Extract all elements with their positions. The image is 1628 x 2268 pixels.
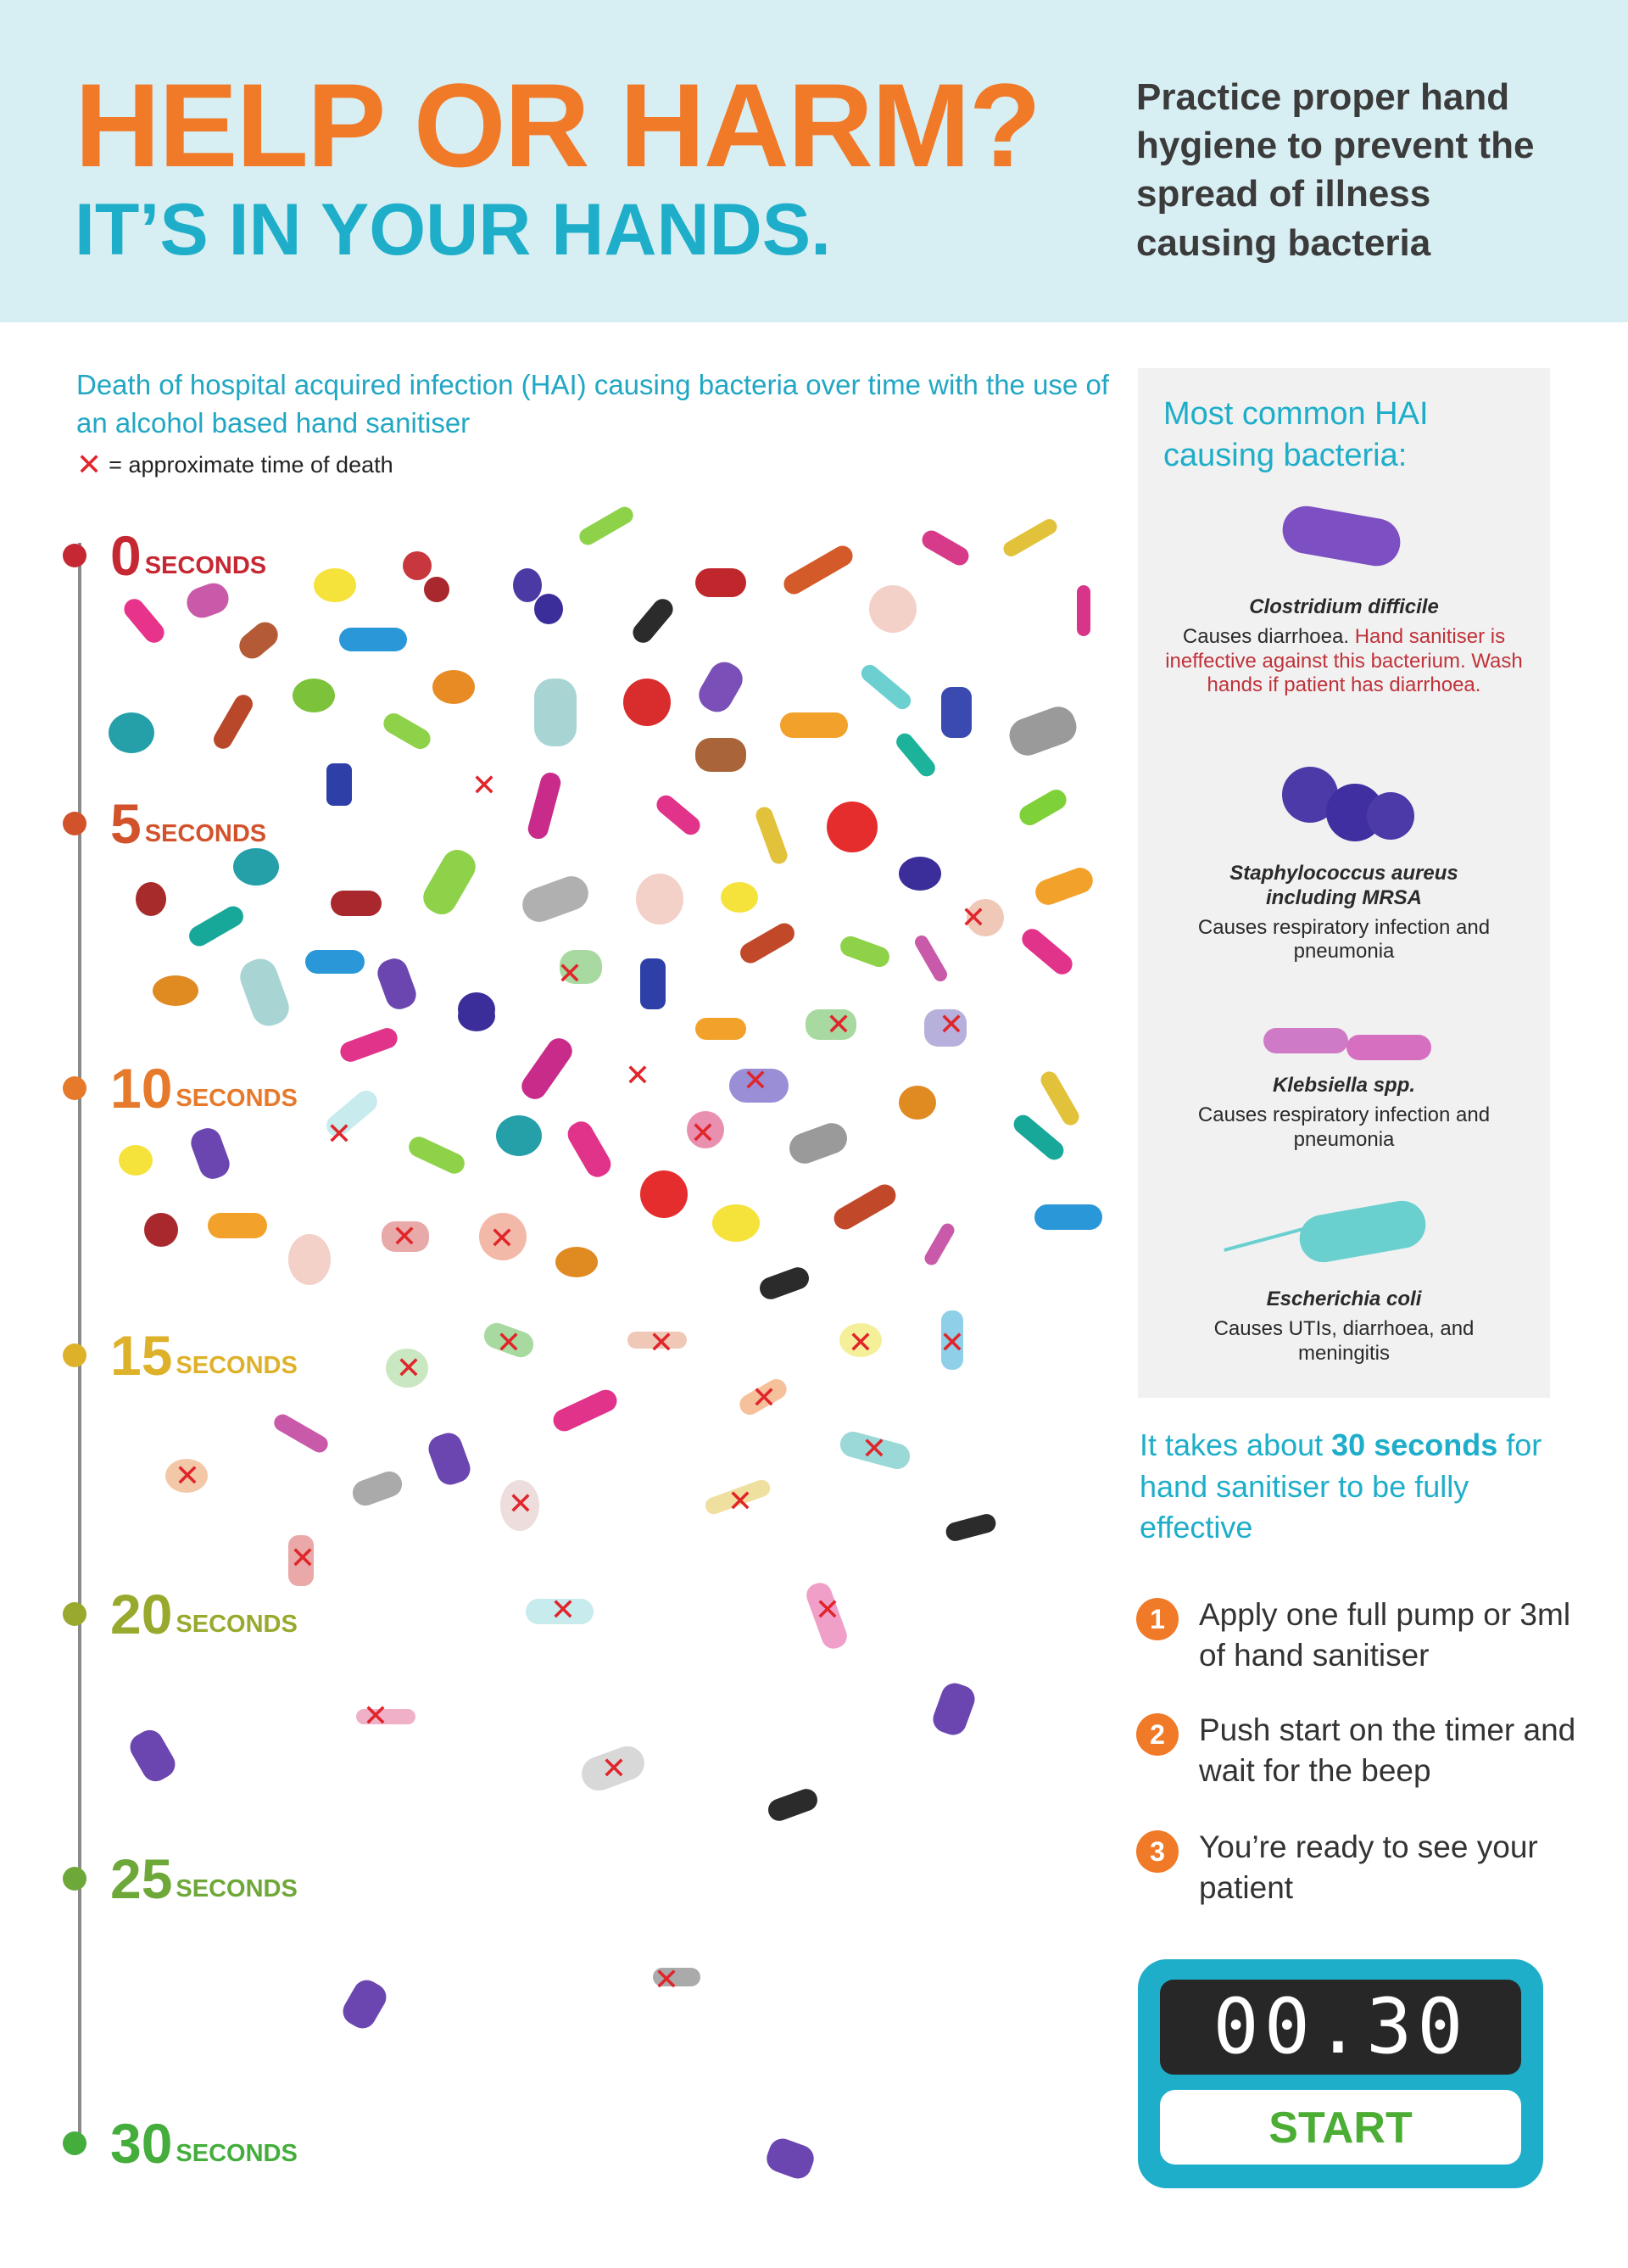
note-text: for hand sanitiser to be fully effective [1140, 1427, 1542, 1545]
death-mark-icon: ✕ [488, 1221, 516, 1255]
bacterium-icon [326, 763, 352, 806]
bacterium-icon [208, 1213, 267, 1238]
tick-unit: SECONDS [144, 551, 267, 579]
bacterium-icon [305, 950, 365, 974]
bacterium-icon [899, 857, 941, 891]
tick-unit: SECONDS [176, 1351, 298, 1379]
bacterium-icon [640, 1170, 688, 1218]
bacterium-icon [338, 1975, 392, 2033]
bacterium-icon [182, 579, 232, 623]
tick-unit: SECONDS [144, 819, 267, 847]
bacterium-icon [496, 1115, 542, 1156]
bacterium-icon [339, 628, 407, 651]
bacterium-icon [1016, 786, 1070, 830]
bacterium-icon [919, 527, 973, 568]
tick-unit: SECONDS [176, 1610, 298, 1638]
bacterium-icon [1034, 1204, 1102, 1230]
bacterium-icon [564, 1117, 616, 1181]
death-mark-icon: ✕ [814, 1592, 841, 1627]
bacterium-icon [432, 670, 475, 704]
bacterium-icon [780, 542, 856, 598]
death-mark-icon: ✕ [960, 900, 987, 935]
sub-title: IT’S IN YOUR HANDS. [75, 189, 831, 271]
timer-display: 00.30 [1160, 1980, 1521, 2075]
bacterium-icon [858, 662, 914, 712]
bacterium-icon [763, 2135, 817, 2182]
step-1 [1136, 1595, 1577, 1676]
bacterium-icon [555, 1247, 598, 1277]
bacteria-name: Klebsiella spp. [1272, 1074, 1416, 1097]
bacterium-icon [869, 585, 917, 633]
bacterium-icon [737, 919, 799, 967]
bacterium-icon [695, 1018, 746, 1040]
bacterium-icon [756, 1265, 811, 1303]
timeline-dot [63, 1076, 86, 1100]
chart-subtitle: Death of hospital acquired infection (HAI) causing bacteria over time with the use of an alcohol based hand sanitiser [76, 369, 1109, 439]
bacterium-icon [314, 568, 356, 602]
bacterium-icon [271, 1411, 332, 1455]
bacterium-icon [830, 1181, 900, 1234]
bacterium-icon [293, 679, 335, 712]
timeline-tick-20 [63, 1583, 298, 1645]
death-mark-icon: ✕ [507, 1486, 534, 1521]
bacteria-name: Staphylococcus aureus including MRSA [1229, 862, 1458, 909]
bacterium-icon [712, 1204, 760, 1242]
bacteria-entry-ecoli [1138, 1288, 1550, 1366]
tick-number: 30 [110, 2112, 173, 2175]
death-mark-icon: ✕ [495, 1325, 522, 1360]
bacterium-icon [349, 1468, 406, 1510]
bacterium-icon [424, 577, 449, 602]
bacterium-icon [236, 954, 294, 1031]
timeline-dot [63, 1343, 86, 1367]
bacterium-icon [754, 805, 790, 867]
tick-number: 10 [110, 1057, 173, 1120]
bacteria-name: Escherichia coli [1266, 1288, 1422, 1310]
start-button[interactable]: START [1160, 2090, 1521, 2165]
bacteria-name: Clostridium difficile [1249, 595, 1439, 618]
clostridium-icon [1279, 502, 1404, 569]
timeline-tick-25 [63, 1847, 298, 1910]
bacterium-icon [517, 1034, 577, 1104]
bacterium-icon [186, 902, 248, 950]
step-3 [1136, 1827, 1577, 1908]
bacterium-icon [893, 730, 939, 780]
death-mark-icon: ✕ [648, 1325, 675, 1360]
bacterium-icon [912, 933, 950, 984]
death-mark-icon: ✕ [600, 1751, 627, 1785]
bacterium-icon [899, 1086, 936, 1120]
klebsiella-icon [1346, 1035, 1431, 1060]
bacterium-icon [1010, 1111, 1068, 1164]
tick-number: 5 [110, 792, 142, 855]
death-mark-icon: ✕ [938, 1007, 965, 1042]
timeline-tick-5 [63, 792, 267, 855]
bacterium-icon [941, 687, 972, 738]
bacterium-icon [380, 710, 434, 753]
timeline-dot [63, 544, 86, 567]
bacterium-icon [1018, 925, 1076, 978]
tick-number: 15 [110, 1324, 173, 1387]
bacterium-icon [534, 594, 563, 624]
note-text: It takes about [1140, 1427, 1332, 1462]
step-number-badge: 3 [1136, 1830, 1179, 1873]
bacterium-icon [374, 955, 420, 1014]
bacterium-icon [549, 1386, 620, 1434]
bacterium-icon [144, 1213, 178, 1247]
x-mark-icon: ✕ [76, 447, 103, 482]
tagline: Practice proper hand hygiene to prevent the spread of illness causing bacteria [1136, 76, 1535, 264]
tick-number: 0 [110, 524, 142, 587]
bacterium-icon [1038, 1069, 1082, 1129]
step-text: Push start on the timer and wait for the beep [1199, 1712, 1576, 1789]
bacterium-icon [1077, 585, 1090, 636]
bacterium-icon [640, 958, 666, 1009]
death-mark-icon: ✕ [289, 1540, 316, 1575]
death-mark-icon: ✕ [362, 1698, 389, 1733]
bacterium-icon [119, 1145, 153, 1176]
death-mark-icon: ✕ [556, 956, 583, 991]
legend-text: = approximate time of death [109, 451, 393, 478]
bacterium-icon [629, 595, 677, 646]
step-number-badge: 1 [1136, 1598, 1179, 1640]
timeline-tick-30 [63, 2112, 298, 2175]
bacterium-icon [403, 551, 432, 580]
bacteria-entry-staphylococcus [1138, 862, 1550, 964]
bacterium-icon [765, 1786, 820, 1824]
hand-sanitiser-timer [1138, 1959, 1543, 2188]
tick-unit: SECONDS [176, 2139, 298, 2167]
bacterium-icon [234, 617, 283, 663]
death-mark-icon: ✕ [471, 768, 498, 802]
bacterium-icon [944, 1512, 998, 1544]
timeline-tick-0 [63, 524, 267, 587]
timeline-tick-10 [63, 1057, 298, 1120]
bacteria-entry-klebsiella [1138, 1074, 1550, 1152]
timeline-dot [63, 1602, 86, 1626]
main-title: HELP OR HARM? [75, 59, 1040, 192]
bacterium-icon [513, 568, 542, 602]
tick-number: 20 [110, 1583, 173, 1645]
death-mark-icon: ✕ [742, 1063, 769, 1098]
escherichia-coli-icon [1296, 1197, 1429, 1265]
step-text: Apply one full pump or 3ml of hand sanitiser [1199, 1597, 1571, 1673]
bacterium-icon [1032, 864, 1096, 908]
death-mark-icon: ✕ [395, 1350, 422, 1385]
bacterium-icon [405, 1133, 468, 1176]
step-number-badge: 2 [1136, 1713, 1179, 1756]
death-mark-icon: ✕ [653, 1962, 680, 1997]
bacterium-icon [780, 712, 848, 738]
bacterium-icon [425, 1429, 474, 1489]
bacterium-icon [695, 568, 746, 597]
legend [76, 447, 393, 482]
bacterium-icon [534, 679, 577, 746]
bacterium-icon [187, 1125, 233, 1183]
note-highlight: 30 seconds [1331, 1427, 1498, 1462]
death-mark-icon: ✕ [391, 1219, 418, 1254]
bacterium-icon [458, 1001, 495, 1031]
bacteria-desc: Causes respiratory infection and pneumonia [1197, 915, 1491, 964]
bacterium-icon [695, 738, 746, 772]
bacterium-icon [526, 770, 563, 841]
bacterium-icon [136, 882, 166, 916]
panel-heading: Most common HAI causing bacteria: [1163, 396, 1429, 474]
step-text: You’re ready to see your patient [1199, 1829, 1538, 1906]
bacterium-icon [331, 891, 382, 916]
death-mark-icon: ✕ [750, 1380, 778, 1415]
death-mark-icon: ✕ [549, 1592, 577, 1627]
death-mark-icon: ✕ [825, 1007, 852, 1042]
bacterium-icon [288, 1234, 331, 1285]
bacteria-desc: Causes diarrhoea. [1182, 624, 1350, 648]
bacterium-icon [838, 933, 893, 969]
bacteria-entry-clostridium [1138, 595, 1550, 698]
death-mark-icon: ✕ [326, 1116, 353, 1151]
bacterium-icon [337, 1025, 400, 1064]
bacterium-icon [785, 1119, 851, 1168]
death-mark-icon: ✕ [689, 1115, 716, 1150]
death-mark-icon: ✕ [174, 1458, 201, 1493]
death-mark-icon: ✕ [624, 1058, 651, 1092]
bacterium-icon [518, 872, 594, 927]
death-mark-icon: ✕ [727, 1483, 754, 1518]
bacterium-icon [694, 656, 749, 718]
bacterium-icon [109, 712, 154, 753]
timeline-dot [63, 1867, 86, 1891]
death-mark-icon: ✕ [847, 1325, 874, 1360]
step-2 [1136, 1710, 1577, 1791]
escherichia-coli-flagella-icon [1224, 1226, 1307, 1252]
bacteria-desc: Causes UTIs, diarrhoea, and meningitis [1213, 1316, 1475, 1365]
staphylococcus-icon [1367, 792, 1414, 840]
bacterium-icon [125, 1725, 181, 1786]
klebsiella-icon [1263, 1028, 1348, 1053]
timeline-dot [63, 812, 86, 835]
bacterium-icon [418, 844, 482, 919]
bacteria-info-panel [1138, 368, 1550, 1398]
bacterium-icon [827, 802, 878, 852]
timeline-dot [63, 2131, 86, 2155]
bacteria-warning: Hand sanitiser is ineffective against this bacterium. Wash hands if patient has diarrhoea. [1165, 624, 1523, 697]
timeline-tick-15 [63, 1324, 298, 1387]
bacterium-icon [923, 1221, 957, 1268]
bacterium-icon [233, 848, 279, 885]
tick-unit: SECONDS [176, 1084, 298, 1112]
bacterium-icon [153, 975, 198, 1006]
bacterium-icon [636, 874, 683, 925]
bacterium-icon [721, 882, 758, 913]
bacterium-icon [120, 595, 169, 646]
tick-number: 25 [110, 1847, 173, 1910]
bacteria-desc: Causes respiratory infection and pneumonia [1197, 1103, 1491, 1151]
death-mark-icon: ✕ [861, 1431, 888, 1466]
bacterium-icon [653, 791, 704, 838]
tick-unit: SECONDS [176, 1874, 298, 1902]
bacterium-icon [1005, 702, 1081, 761]
header-banner [0, 0, 1628, 322]
bacterium-icon [577, 504, 637, 548]
bacterium-icon [1001, 517, 1060, 560]
effectiveness-note [1140, 1425, 1564, 1549]
bacterium-icon [929, 1679, 978, 1739]
death-mark-icon: ✕ [939, 1325, 966, 1360]
bacterium-icon [210, 691, 256, 752]
bacterium-icon [623, 679, 671, 726]
